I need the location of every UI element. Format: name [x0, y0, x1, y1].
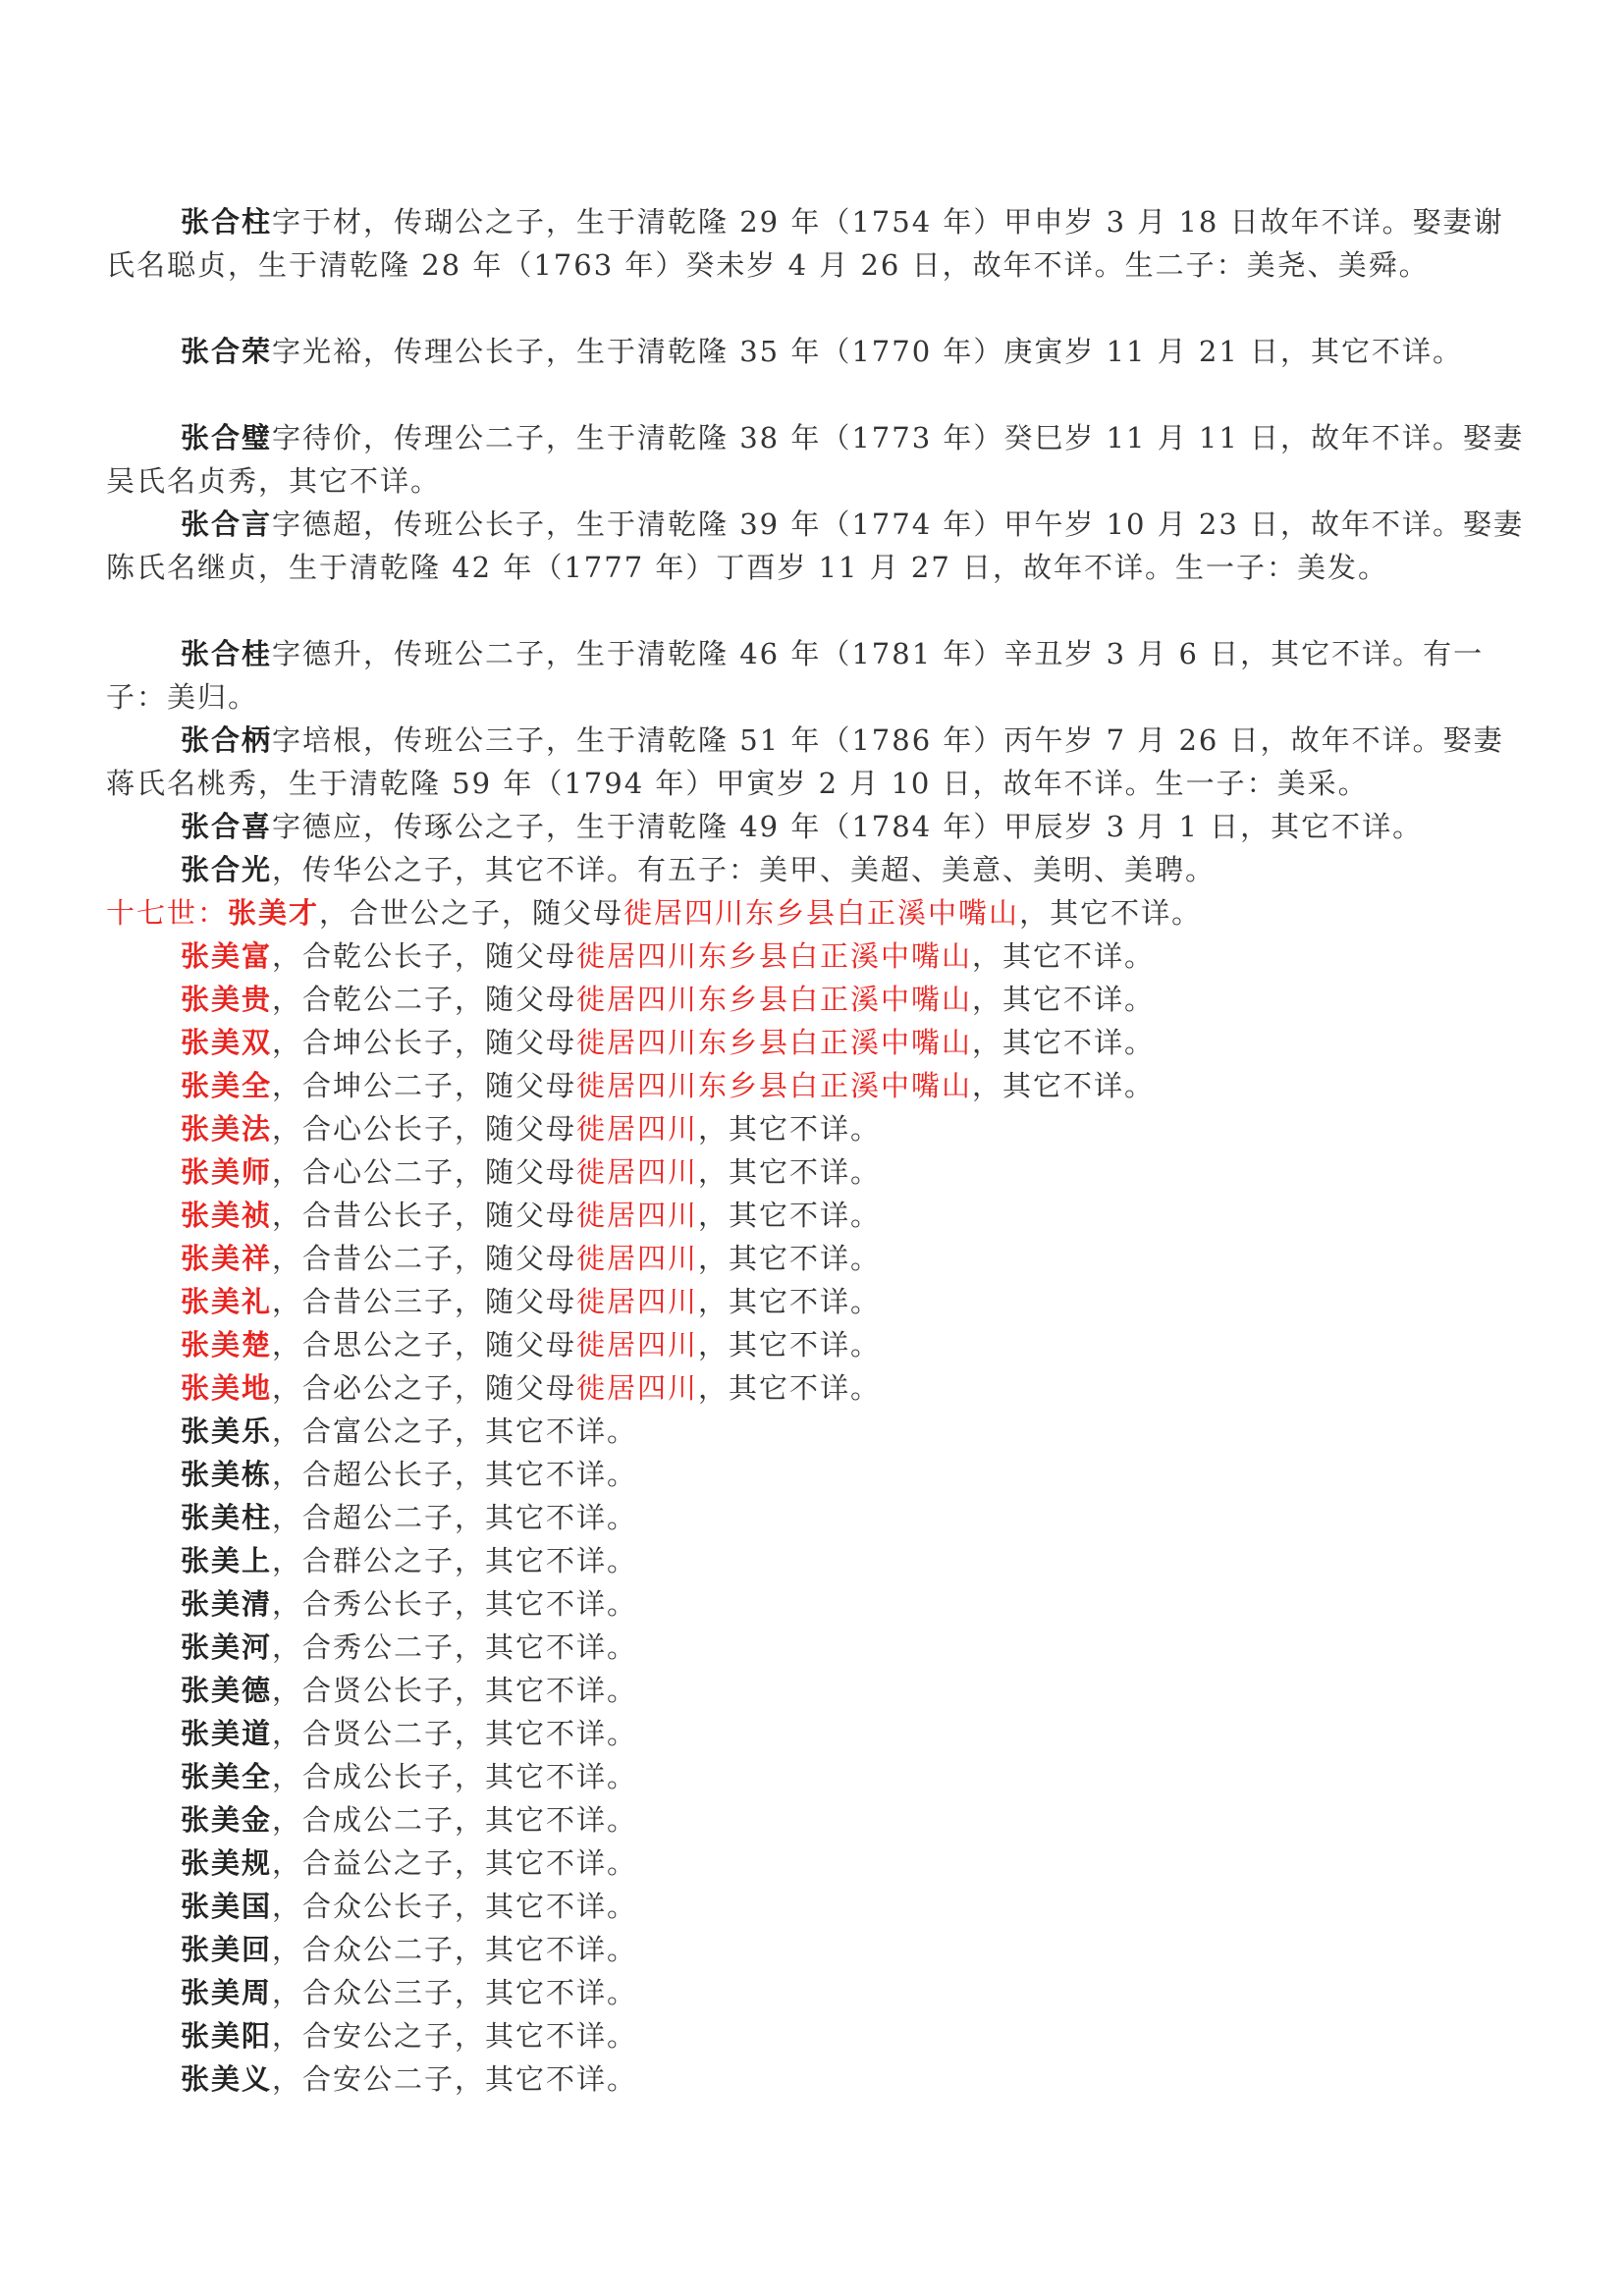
list-item [181, 1539, 637, 1582]
migration-place: 徙居四川东乡县白正溪中嘴山 [623, 896, 1020, 930]
list-item [181, 1798, 637, 1842]
entry-paragraph [106, 503, 1526, 589]
list-item [181, 1669, 637, 1712]
entry-text: ，合超公二子，其它不详。 [272, 1501, 638, 1534]
list-item [181, 1496, 637, 1539]
entry-paragraph [106, 416, 1526, 503]
list-item [181, 1626, 637, 1669]
person-name: 张美贵 [181, 983, 273, 1016]
entry-text: ，其它不详。 [698, 1112, 882, 1146]
person-name: 张美地 [181, 1371, 273, 1405]
generation-heading [106, 891, 1202, 934]
migration-place: 徙居四川 [576, 1112, 699, 1146]
person-name: 张美义 [181, 2062, 273, 2096]
list-item [181, 1582, 637, 1626]
generation-label: 十七世： [106, 896, 229, 930]
list-item [181, 1064, 1155, 1107]
list-item [181, 1323, 881, 1366]
person-name: 张美祯 [181, 1199, 273, 1232]
person-name: 张美国 [181, 1890, 273, 1923]
person-name: 张美楚 [181, 1328, 273, 1362]
person-name: 张美富 [181, 939, 273, 973]
entry-text: ，合心公二子，随父母 [272, 1155, 577, 1189]
entry-text: ，其它不详。 [1019, 896, 1203, 930]
entry-text: 字德升，传班公二子，生于清乾隆 46 年（1781 年）辛丑岁 3 月 6 日，其它不详。有一子：美归。 [106, 637, 1485, 714]
list-item [181, 2014, 637, 2057]
entry-text: 字光裕，传理公长子，生于清乾隆 35 年（1770 年）庚寅岁 11 月 21 日，其它不详。 [272, 335, 1464, 368]
migration-place: 徙居四川东乡县白正溪中嘴山 [576, 983, 973, 1016]
person-name: 张美全 [181, 1760, 273, 1793]
entry-text: 字待价，传理公二子，生于清乾隆 38 年（1773 年）癸巳岁 11 月 11 日，故年不详。娶妻吴氏名贞秀，其它不详。 [106, 421, 1525, 498]
list-item [181, 1453, 637, 1496]
entry-paragraph [106, 848, 1526, 891]
list-item [181, 1971, 637, 2014]
list-item [181, 1237, 881, 1280]
list-item [181, 1021, 1155, 1064]
person-name: 张美规 [181, 1846, 273, 1880]
entry-text: ，合成公长子，其它不详。 [272, 1760, 638, 1793]
migration-place: 徙居四川东乡县白正溪中嘴山 [576, 1026, 973, 1059]
entry-text: ，合贤公二子，其它不详。 [272, 1717, 638, 1750]
migration-place: 徙居四川 [576, 1371, 699, 1405]
entry-text: ，其它不详。 [698, 1371, 882, 1405]
person-name: 张合光 [181, 853, 273, 886]
person-name: 张美道 [181, 1717, 273, 1750]
entry-paragraph [106, 805, 1526, 848]
entry-text: 字德应，传琢公之子，生于清乾隆 49 年（1784 年）甲辰岁 3 月 1 日，其它不详。 [272, 810, 1424, 843]
list-item [181, 1410, 637, 1453]
person-name: 张合柄 [181, 723, 273, 757]
entry-text: ，合乾公二子，随父母 [272, 983, 577, 1016]
migration-place: 徙居四川 [576, 1199, 699, 1232]
entry-text: ，其它不详。 [698, 1199, 882, 1232]
migration-place: 徙居四川 [576, 1328, 699, 1362]
person-name: 张美祥 [181, 1242, 273, 1275]
list-item [181, 2057, 637, 2101]
list-item [181, 1194, 881, 1237]
person-name: 张合喜 [181, 810, 273, 843]
entry-text: ，其它不详。 [972, 1069, 1156, 1102]
person-name: 张美德 [181, 1674, 273, 1707]
person-name: 张美双 [181, 1026, 273, 1059]
list-item [181, 1928, 637, 1971]
list-item [181, 1842, 637, 1885]
list-item [181, 1107, 881, 1150]
entry-text: ，合思公之子，随父母 [272, 1328, 577, 1362]
list-item [181, 978, 1155, 1021]
person-name: 张美清 [181, 1587, 273, 1621]
entry-text: ，合秀公二子，其它不详。 [272, 1630, 638, 1664]
entry-text: ，其它不详。 [972, 939, 1156, 973]
entry-text: ，其它不详。 [698, 1285, 882, 1318]
list-item [181, 934, 1155, 978]
person-name: 张美阳 [181, 2019, 273, 2053]
entry-paragraph [106, 200, 1526, 287]
person-name: 张合言 [181, 507, 273, 541]
person-name: 张合荣 [181, 335, 273, 368]
list-item [181, 1280, 881, 1323]
person-name: 张合璧 [181, 421, 273, 454]
entry-text: 字于材，传瑚公之子，生于清乾隆 29 年（1754 年）甲申岁 3 月 18 日故年不详。娶妻谢氏名聪贞，生于清乾隆 28 年（1763 年）癸未岁 4 月 26 日，故年不详。生二子：美尧、美舜。 [106, 205, 1504, 282]
entry-text: ，合众公二子，其它不详。 [272, 1933, 638, 1966]
person-name: 张美师 [181, 1155, 273, 1189]
entry-text: ，其它不详。 [698, 1242, 882, 1275]
person-name: 张美周 [181, 1976, 273, 2009]
person-name: 张美上 [181, 1544, 273, 1577]
person-name: 张美全 [181, 1069, 273, 1102]
entry-text: ，合成公二子，其它不详。 [272, 1803, 638, 1837]
entry-text: ，其它不详。 [698, 1155, 882, 1189]
person-name: 张美回 [181, 1933, 273, 1966]
list-item [181, 1885, 637, 1928]
person-name: 张美礼 [181, 1285, 273, 1318]
entry-text: ，合坤公二子，随父母 [272, 1069, 577, 1102]
entry-text: ，合昔公二子，随父母 [272, 1242, 577, 1275]
entry-text: ，其它不详。 [698, 1328, 882, 1362]
entry-text: ，合富公之子，其它不详。 [272, 1415, 638, 1448]
list-item [181, 1366, 881, 1410]
person-name: 张美柱 [181, 1501, 273, 1534]
migration-place: 徙居四川东乡县白正溪中嘴山 [576, 1069, 973, 1102]
person-name: 张美金 [181, 1803, 273, 1837]
entry-text: ，合昔公三子，随父母 [272, 1285, 577, 1318]
migration-place: 徙居四川 [576, 1155, 699, 1189]
person-name: 张美乐 [181, 1415, 273, 1448]
list-item [181, 1150, 881, 1194]
migration-place: 徙居四川 [576, 1285, 699, 1318]
entry-text: ，合必公之子，随父母 [272, 1371, 577, 1405]
person-name: 张美法 [181, 1112, 273, 1146]
entry-text: ，合众公三子，其它不详。 [272, 1976, 638, 2009]
list-item [181, 1755, 637, 1798]
entry-paragraph [106, 719, 1526, 805]
entry-text: 字培根，传班公三子，生于清乾隆 51 年（1786 年）丙午岁 7 月 26 日，故年不详。娶妻蒋氏名桃秀，生于清乾隆 59 年（1794 年）甲寅岁 2 月 10 日，故年不详。生一子：美采。 [106, 723, 1504, 800]
entry-text: ，其它不详。 [972, 983, 1156, 1016]
person-name: 张美河 [181, 1630, 273, 1664]
entry-text: ，合心公长子，随父母 [272, 1112, 577, 1146]
person-name: 张合桂 [181, 637, 273, 670]
entry-text: ，合坤公长子，随父母 [272, 1026, 577, 1059]
entry-text: ，合乾公长子，随父母 [272, 939, 577, 973]
entry-text: ，合众公长子，其它不详。 [272, 1890, 638, 1923]
migration-place: 徙居四川 [576, 1242, 699, 1275]
entry-text: ，合群公之子，其它不详。 [272, 1544, 638, 1577]
list-item [181, 1712, 637, 1755]
entry-text: ，合超公长子，其它不详。 [272, 1458, 638, 1491]
entry-text: ，合安公二子，其它不详。 [272, 2062, 638, 2096]
entry-text: ，合益公之子，其它不详。 [272, 1846, 638, 1880]
entry-text: ，合昔公长子，随父母 [272, 1199, 577, 1232]
entry-text: 字德超，传班公长子，生于清乾隆 39 年（1774 年）甲午岁 10 月 23 日，故年不详。娶妻陈氏名继贞，生于清乾隆 42 年（1777 年）丁酉岁 11 月 27 日，故年不详。生一子：美发。 [106, 507, 1525, 584]
entry-text: ，合世公之子，随父母 [319, 896, 624, 930]
entry-paragraph [106, 632, 1526, 719]
entry-text: ，合秀公长子，其它不详。 [272, 1587, 638, 1621]
entry-text: ，合安公之子，其它不详。 [272, 2019, 638, 2053]
entry-text: ，传华公之子，其它不详。有五子：美甲、美超、美意、美明、美聘。 [272, 853, 1217, 886]
person-name: 张美栋 [181, 1458, 273, 1491]
migration-place: 徙居四川东乡县白正溪中嘴山 [576, 939, 973, 973]
entry-text: ，其它不详。 [972, 1026, 1156, 1059]
entry-paragraph [106, 330, 1526, 373]
entry-text: ，合贤公长子，其它不详。 [272, 1674, 638, 1707]
person-name: 张美才 [228, 896, 320, 930]
person-name: 张合柱 [181, 205, 273, 239]
